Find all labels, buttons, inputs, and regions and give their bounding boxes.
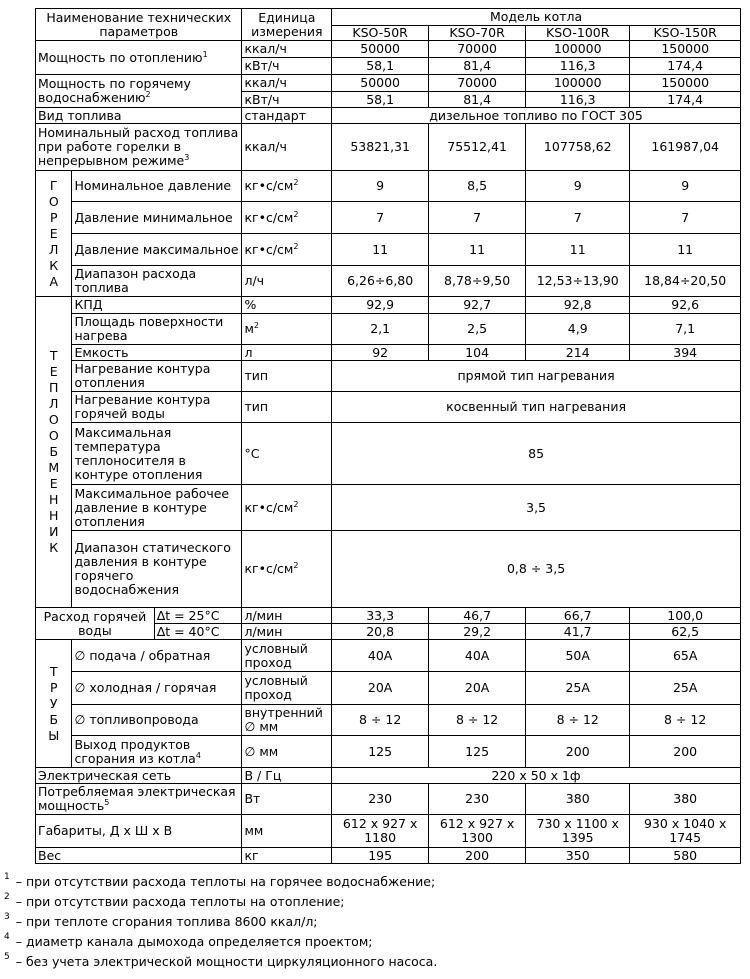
value-cell: 214	[526, 345, 630, 361]
table-row	[36, 768, 741, 784]
row-label: Потребляемая электрическая мощность$^5$	[36, 784, 242, 815]
value-cell: 11	[332, 234, 429, 266]
value-cell: 350	[526, 848, 630, 864]
unit-cell: ккал/ч	[242, 124, 332, 171]
value-cell: 75512,41	[429, 124, 526, 171]
value-cell: 220 х 50 х 1ф	[332, 768, 741, 784]
dt-cell: ∆t = 40°С	[154, 624, 242, 640]
value-cell: 25А	[630, 672, 741, 705]
header-model-group: Модель котла	[332, 9, 741, 26]
row-label: Мощность по отоплению$^1$	[36, 41, 242, 75]
group-label-burner: Г О Р Е Л К А	[36, 171, 72, 297]
table-row	[36, 297, 741, 314]
table-row	[36, 41, 741, 58]
value-cell: 92	[332, 345, 429, 361]
value-cell: 50000	[332, 75, 429, 92]
unit-cell: кВт/ч	[242, 92, 332, 108]
unit-cell: л/мин	[242, 624, 332, 640]
value-cell: 9	[630, 171, 741, 202]
unit-cell: кг	[242, 848, 332, 864]
value-cell: 7,1	[630, 314, 741, 345]
value-cell: дизельное топливо по ГОСТ 305	[332, 108, 741, 124]
unit-cell: %	[242, 297, 332, 314]
table-row	[36, 815, 741, 848]
footnote: $^5$ – без учета электрической мощности циркуляционного насоса.	[4, 952, 438, 969]
unit-cell: л/мин	[242, 608, 332, 624]
row-label: Максимальное рабочее давление в контуре отопления	[72, 485, 242, 531]
unit-cell: °С	[242, 423, 332, 485]
unit-cell: л	[242, 345, 332, 361]
table-row	[36, 640, 741, 672]
table-row	[36, 75, 741, 92]
model-name: KSO-100R	[526, 26, 630, 41]
value-cell: 230	[429, 784, 526, 815]
value-cell: 612 х 927 х 1180	[332, 815, 429, 848]
value-cell: 100000	[526, 41, 630, 58]
value-cell: 20А	[429, 672, 526, 705]
value-cell: 2,5	[429, 314, 526, 345]
value-cell: 8,5	[429, 171, 526, 202]
value-cell: 174,4	[630, 92, 741, 108]
group-label-exchanger: Т Е П Л О О Б М Е Н Н И К	[36, 297, 72, 608]
unit-cell: $кг•с/см^2$	[242, 234, 332, 266]
value-cell: 41,7	[526, 624, 630, 640]
value-cell: 20А	[332, 672, 429, 705]
row-label: Выход продуктов сгорания из котла$^4$	[72, 736, 242, 768]
table-row	[36, 672, 741, 705]
value-cell: 66,7	[526, 608, 630, 624]
value-cell: 195	[332, 848, 429, 864]
footnote: $^1$ – при отсутствии расхода теплоты на горячее водоснабжение;	[4, 872, 436, 889]
table-row	[36, 108, 741, 124]
spec-table	[35, 8, 741, 864]
row-label: Габариты, Д х Ш х В	[36, 815, 242, 848]
value-cell: 930 х 1040 х 1745	[630, 815, 741, 848]
value-cell: 0,8 ÷ 3,5	[332, 531, 741, 608]
row-label: Диапазон статического давления в контуре горячего водоснабжения	[72, 531, 242, 608]
value-cell: 92,9	[332, 297, 429, 314]
value-cell: 150000	[630, 41, 741, 58]
row-label: Вид топлива	[36, 108, 242, 124]
value-cell: 200	[526, 736, 630, 768]
row-label: Нагревание контура отопления	[72, 361, 242, 392]
value-cell: 7	[526, 202, 630, 234]
value-cell: 20,8	[332, 624, 429, 640]
value-cell: 92,8	[526, 297, 630, 314]
value-cell: 92,6	[630, 297, 741, 314]
value-cell: 7	[429, 202, 526, 234]
value-cell: 4,9	[526, 314, 630, 345]
value-cell: 7	[332, 202, 429, 234]
footnote: $^3$ – при теплоте сгорания топлива 8600 ккал/л;	[4, 912, 318, 929]
value-cell: 116,3	[526, 58, 630, 75]
unit-cell: $кг•с/см^2$	[242, 171, 332, 202]
unit-cell: $кг•с/см^2$	[242, 202, 332, 234]
unit-cell: ккал/ч	[242, 41, 332, 58]
unit-cell: кВт/ч	[242, 58, 332, 75]
value-cell: 11	[526, 234, 630, 266]
table-row	[36, 423, 741, 485]
row-label: Площадь поверхности нагрева	[72, 314, 242, 345]
table-row	[36, 234, 741, 266]
table-row	[36, 345, 741, 361]
value-cell: 107758,62	[526, 124, 630, 171]
value-cell: 116,3	[526, 92, 630, 108]
row-label: Диапазон расхода топлива	[72, 266, 242, 297]
table-row	[36, 848, 741, 864]
table-row	[36, 202, 741, 234]
value-cell: 11	[630, 234, 741, 266]
value-cell: 58,1	[332, 58, 429, 75]
row-label: Номинальное давление	[72, 171, 242, 202]
value-cell: 380	[630, 784, 741, 815]
table-row	[36, 485, 741, 531]
value-cell: 65А	[630, 640, 741, 672]
value-cell: 11	[429, 234, 526, 266]
value-cell: 81,4	[429, 92, 526, 108]
value-cell: 394	[630, 345, 741, 361]
unit-cell: В / Гц	[242, 768, 332, 784]
row-label: Расход горячей воды	[36, 608, 155, 640]
unit-cell: тип	[242, 392, 332, 423]
row-label: Нагревание контура горячей воды	[72, 392, 242, 423]
value-cell: косвенный тип нагревания	[332, 392, 741, 423]
footnote: $^2$ – при отсутствии расхода теплоты на отопление;	[4, 892, 345, 909]
value-cell: 53821,31	[332, 124, 429, 171]
unit-cell: $кг•с/см^2$	[242, 531, 332, 608]
table-row	[36, 736, 741, 768]
row-label: Вес	[36, 848, 242, 864]
header-unit: Единица измерения	[242, 9, 332, 41]
unit-cell: стандарт	[242, 108, 332, 124]
table-row	[36, 705, 741, 736]
unit-cell: л/ч	[242, 266, 332, 297]
value-cell: 29,2	[429, 624, 526, 640]
value-cell: 8 ÷ 12	[630, 705, 741, 736]
value-cell: 8 ÷ 12	[332, 705, 429, 736]
table-row	[36, 124, 741, 171]
value-cell: 230	[332, 784, 429, 815]
table-row	[36, 392, 741, 423]
value-cell: 81,4	[429, 58, 526, 75]
value-cell: 104	[429, 345, 526, 361]
row-label: ∅ холодная / горячая	[72, 672, 242, 705]
value-cell: 46,7	[429, 608, 526, 624]
value-cell: 8 ÷ 12	[429, 705, 526, 736]
value-cell: 3,5	[332, 485, 741, 531]
table-row	[36, 784, 741, 815]
row-label: Номинальный расход топлива при работе горелки в непрерывном режиме$^3$	[36, 124, 242, 171]
value-cell: 6,26÷6,80	[332, 266, 429, 297]
row-label: Давление минимальное	[72, 202, 242, 234]
table-row	[36, 314, 741, 345]
row-label: КПД	[72, 297, 242, 314]
value-cell: 380	[526, 784, 630, 815]
value-cell: прямой тип нагревания	[332, 361, 741, 392]
footnotes	[4, 872, 437, 972]
model-name: KSO-150R	[630, 26, 741, 41]
value-cell: 8 ÷ 12	[526, 705, 630, 736]
value-cell: 9	[526, 171, 630, 202]
value-cell: 12,53÷13,90	[526, 266, 630, 297]
unit-cell: Вт	[242, 784, 332, 815]
value-cell: 58,1	[332, 92, 429, 108]
row-label: Максимальная температура теплоносителя в контуре отопления	[72, 423, 242, 485]
value-cell: 200	[630, 736, 741, 768]
value-cell: 150000	[630, 75, 741, 92]
group-label-pipes: Т Р У Б Ы	[36, 640, 72, 768]
header-param: Наименование технических параметров	[36, 9, 242, 41]
value-cell: 730 х 1100 х 1395	[526, 815, 630, 848]
value-cell: 92,7	[429, 297, 526, 314]
unit-cell: ∅ мм	[242, 736, 332, 768]
value-cell: 100,0	[630, 608, 741, 624]
unit-cell: условный проход	[242, 672, 332, 705]
value-cell: 62,5	[630, 624, 741, 640]
value-cell: 2,1	[332, 314, 429, 345]
footnote: $^4$ – диаметр канала дымохода определяется проектом;	[4, 932, 373, 949]
value-cell: 18,84÷20,50	[630, 266, 741, 297]
unit-cell: ккал/ч	[242, 75, 332, 92]
value-cell: 8,78÷9,50	[429, 266, 526, 297]
value-cell: 200	[429, 848, 526, 864]
value-cell: 50000	[332, 41, 429, 58]
model-name: KSO-50R	[332, 26, 429, 41]
unit-cell: тип	[242, 361, 332, 392]
dt-cell: ∆t = 25°С	[154, 608, 242, 624]
value-cell: 174,4	[630, 58, 741, 75]
row-label: ∅ топливопровода	[72, 705, 242, 736]
row-label: ∅ подача / обратная	[72, 640, 242, 672]
value-cell: 161987,04	[630, 124, 741, 171]
header-row	[36, 9, 741, 26]
value-cell: 9	[332, 171, 429, 202]
table-row	[36, 608, 741, 624]
value-cell: 612 х 927 х 1300	[429, 815, 526, 848]
model-name: KSO-70R	[429, 26, 526, 41]
value-cell: 125	[429, 736, 526, 768]
unit-cell: мм	[242, 815, 332, 848]
value-cell: 25А	[526, 672, 630, 705]
value-cell: 33,3	[332, 608, 429, 624]
unit-cell: внутренний ∅ мм	[242, 705, 332, 736]
unit-cell: $м^2$	[242, 314, 332, 345]
table-row	[36, 171, 741, 202]
value-cell: 100000	[526, 75, 630, 92]
row-label: Электрическая сеть	[36, 768, 242, 784]
unit-cell: $кг•с/см^2$	[242, 485, 332, 531]
value-cell: 70000	[429, 41, 526, 58]
row-label: Мощность по горячему водоснабжению$^2$	[36, 75, 242, 108]
row-label: Емкость	[72, 345, 242, 361]
value-cell: 580	[630, 848, 741, 864]
value-cell: 85	[332, 423, 741, 485]
value-cell: 40А	[429, 640, 526, 672]
value-cell: 50А	[526, 640, 630, 672]
table-row	[36, 361, 741, 392]
value-cell: 40А	[332, 640, 429, 672]
value-cell: 7	[630, 202, 741, 234]
value-cell: 125	[332, 736, 429, 768]
row-label: Давление максимальное	[72, 234, 242, 266]
value-cell: 70000	[429, 75, 526, 92]
table-row	[36, 531, 741, 608]
table-row	[36, 266, 741, 297]
unit-cell: условный проход	[242, 640, 332, 672]
